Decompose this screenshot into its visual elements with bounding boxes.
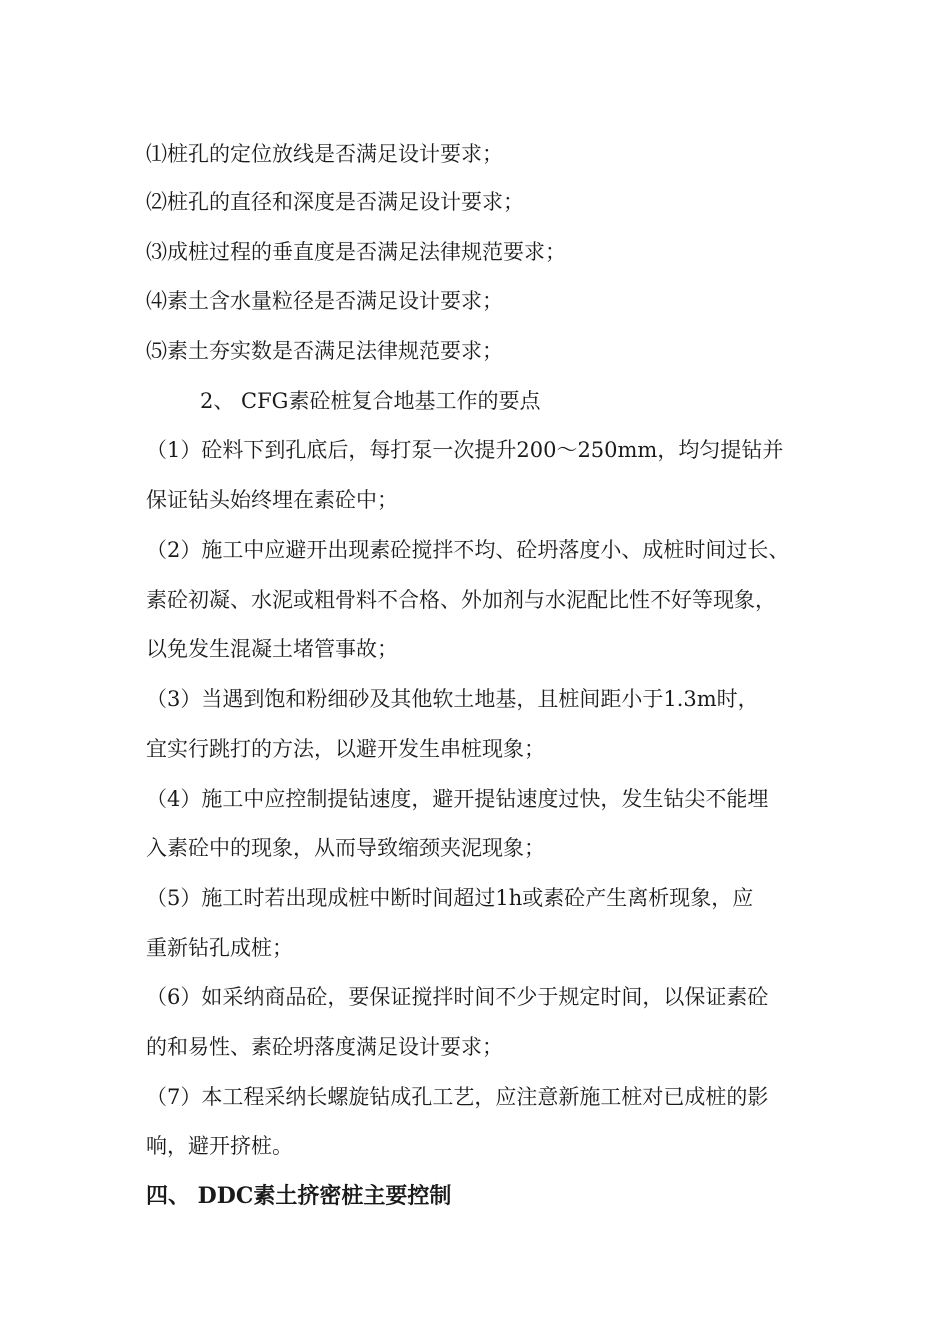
point-line: 保证钻头始终埋在素砼中； [146, 488, 398, 512]
point-line: 的和易性、素砼坍落度满足设计要求； [146, 1035, 503, 1059]
point-line: （6）如采纳商品砼，要保证搅拌时间不少于规定时间，以保证素砼 [146, 985, 769, 1009]
point-line: 以免发生混凝土堵管事故； [146, 637, 398, 661]
point-line: （2）施工中应避开出现素砼搅拌不均、砼坍落度小、成桩时间过长、 [146, 538, 790, 562]
point-line: （1）砼料下到孔底后，每打泵一次提升200～250mm，均匀提钻并 [146, 438, 784, 462]
checklist-item-4: ⑷素土含水量粒径是否满足设计要求； [146, 289, 503, 313]
point-line: 响，避开挤桩。 [146, 1134, 293, 1158]
point-line: （4）施工中应控制提钻速度，避开提钻速度过快，发生钻尖不能埋 [146, 787, 769, 811]
point-line: 宜实行跳打的方法，以避开发生串桩现象； [146, 737, 545, 761]
point-line: （7）本工程采纳长螺旋钻成孔工艺，应注意新施工桩对已成桩的影 [146, 1085, 769, 1109]
subheading-cfg: 2、 CFG素砼桩复合地基工作的要点 [200, 389, 541, 413]
point-line: （3）当遇到饱和粉细砂及其他软土地基，且桩间距小于1.3m时， [146, 687, 759, 711]
checklist-item-3: ⑶成桩过程的垂直度是否满足法律规范要求； [146, 240, 566, 264]
point-line: （5）施工时若出现成桩中断时间超过1h或素砼产生离析现象，应 [146, 886, 754, 910]
checklist-item-1: ⑴桩孔的定位放线是否满足设计要求； [146, 142, 503, 166]
point-line: 素砼初凝、水泥或粗骨料不合格、外加剂与水泥配比性不好等现象， [146, 588, 776, 612]
point-line: 重新钻孔成桩； [146, 936, 293, 960]
point-line: 入素砼中的现象，从而导致缩颈夹泥现象； [146, 836, 545, 860]
checklist-item-5: ⑸素土夯实数是否满足法律规范要求； [146, 339, 503, 363]
checklist-item-2: ⑵桩孔的直径和深度是否满足设计要求； [146, 190, 524, 214]
section-heading: 四、 DDC素土挤密桩主要控制 [146, 1183, 452, 1209]
